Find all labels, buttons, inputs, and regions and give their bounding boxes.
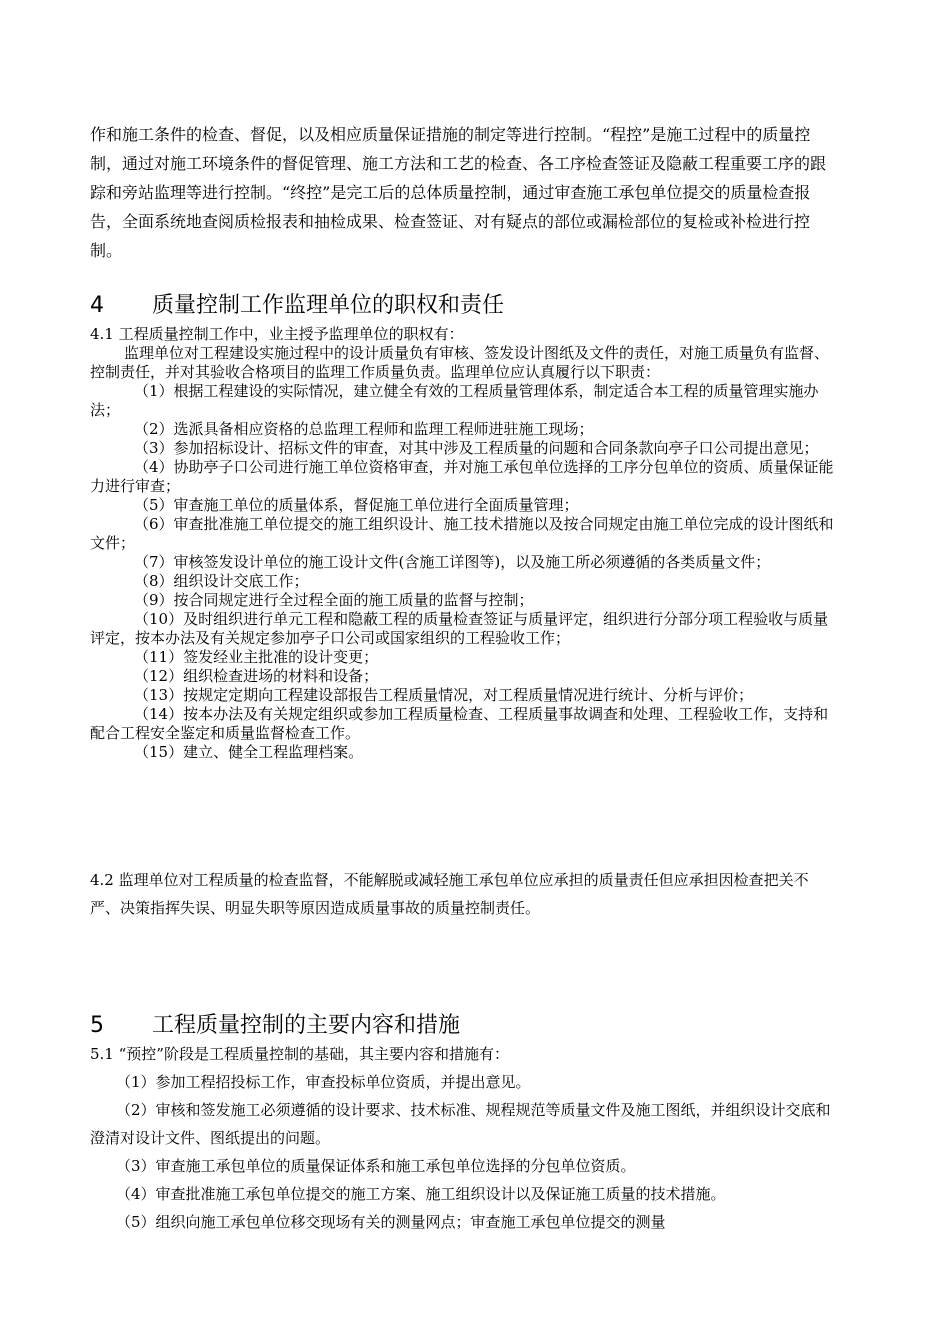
duty-item-7: （7）审核签发设计单位的施工设计文件(含施工详图等)，以及施工所必须遵循的各类质量文件； [134, 553, 771, 571]
duty-item-13: （13）按规定定期向工程建设部报告工程质量情况，对工程质量情况进行统计、分析与评价； [134, 686, 754, 704]
precontrol-item-4: （4）审查批准施工承包单位提交的施工方案、施工组织设计以及保证施工质量的技术措施。 [116, 1185, 726, 1203]
duty-item-5: （5）审查施工单位的质量体系，督促施工单位进行全面质量管理； [134, 496, 579, 514]
intro-paragraph: 作和施工条件的检查、督促，以及相应质量保证措施的制定等进行控制。“程控”是施工过程中的质量控制，通过对施工环境条件的督促管理、施工方法和工艺的检查、各工序检查签证及隐蔽工程重要工序的跟踪和旁站监理等进行控制。“终控”是完工后的总体质量控制，通过审查施工承包单位提交的质量检查报告，全面系统地查阅质检报表和抽检成果、检查签证、对有疑点的部位或漏检部位的复检或补检进行控制。 [90, 125, 827, 260]
duty-item-10: （10）及时组织进行单元工程和隐蔽工程的质量检查签证与质量评定，组织进行分部分项工程验收与质量评定，按本办法及有关规定参加亭子口公司或国家组织的工程验收工作； [90, 610, 829, 647]
duty-item-12: （12）组织检查进场的材料和设备； [134, 667, 379, 685]
section-4-1-intro: 监理单位对工程建设实施过程中的设计质量负有审核、签发设计图纸及文件的责任，对施工质量负有监督、控制责任，并对其验收合格项目的监理工作质量负责。监理单位应认真履行以下职责： [90, 344, 830, 381]
duty-item-3: （3）参加招标设计、招标文件的审查，对其中涉及工程质量的问题和合同条款向亭子口公司提出意见； [134, 439, 819, 457]
duty-item-9: （9）按合同规定进行全过程全面的施工质量的监督与控制； [134, 591, 534, 609]
duty-item-2: （2）选派具备相应资格的总监理工程师和监理工程师进驻施工现场； [134, 420, 594, 438]
section-5-title: 工程质量控制的主要内容和措施 [152, 1013, 461, 1038]
section-4-title: 质量控制工作监理单位的职权和责任 [152, 293, 505, 318]
duty-item-8: （8）组织设计交底工作； [134, 572, 309, 590]
section-5-number: 5 [90, 1013, 104, 1038]
section-4-2 [90, 866, 835, 922]
duty-item-1: （1）根据工程建设的实际情况，建立健全有效的工程质量管理体系，制定适合本工程的质量管理实施办法； [90, 382, 819, 419]
duty-item-14: （14）按本办法及有关规定组织或参加工程质量检查、工程质量事故调查和处理、工程验收工作，支持和配合工程安全鉴定和质量监督检查工作。 [90, 705, 829, 742]
duty-item-15: （15）建立、健全工程监理档案。 [134, 743, 364, 761]
section-5-1-heading: 5.1 “预控”阶段是工程质量控制的基础，其主要内容和措施有： [90, 1045, 509, 1063]
section-5-heading [90, 1008, 460, 1039]
precontrol-item-1: （1）参加工程招投标工作，审查投标单位资质，并提出意见。 [116, 1073, 531, 1091]
precontrol-item-2: （2）审核和签发施工必须遵循的设计要求、技术标准、规程规范等质量文件及施工图纸，并组织设计交底和澄清对设计文件、图纸提出的问题。 [90, 1101, 831, 1147]
section-4-heading [90, 288, 504, 319]
duty-item-4: （4）协助亭子口公司进行施工单位资格审查，并对施工承包单位选择的工序分包单位的资质、质量保证能力进行审查； [90, 458, 834, 495]
section-4-1-heading: 4.1 工程质量控制工作中，业主授予监理单位的职权有： [90, 325, 464, 343]
section-5-body [90, 1040, 835, 1236]
section-4-body [90, 325, 835, 762]
precontrol-item-3: （3）审查施工承包单位的质量保证体系和施工承包单位选择的分包单位资质。 [116, 1157, 636, 1175]
precontrol-item-5: （5）组织向施工承包单位移交现场有关的测量网点；审查施工承包单位提交的测量 [116, 1213, 666, 1231]
section-4-2-paragraph: 4.2 监理单位对工程质量的检查监督，不能解脱或减轻施工承包单位应承担的质量责任但应承担因检查把关不严、决策指挥失误、明显失职等原因造成质量事故的质量控制责任。 [90, 871, 809, 917]
duty-item-11: （11）签发经业主批准的设计变更； [134, 648, 379, 666]
duty-item-6: （6）审查批准施工单位提交的施工组织设计、施工技术措施以及按合同规定由施工单位完成的设计图纸和文件； [90, 515, 834, 552]
intro-paragraph-block [90, 120, 840, 265]
section-4-number: 4 [90, 293, 104, 318]
